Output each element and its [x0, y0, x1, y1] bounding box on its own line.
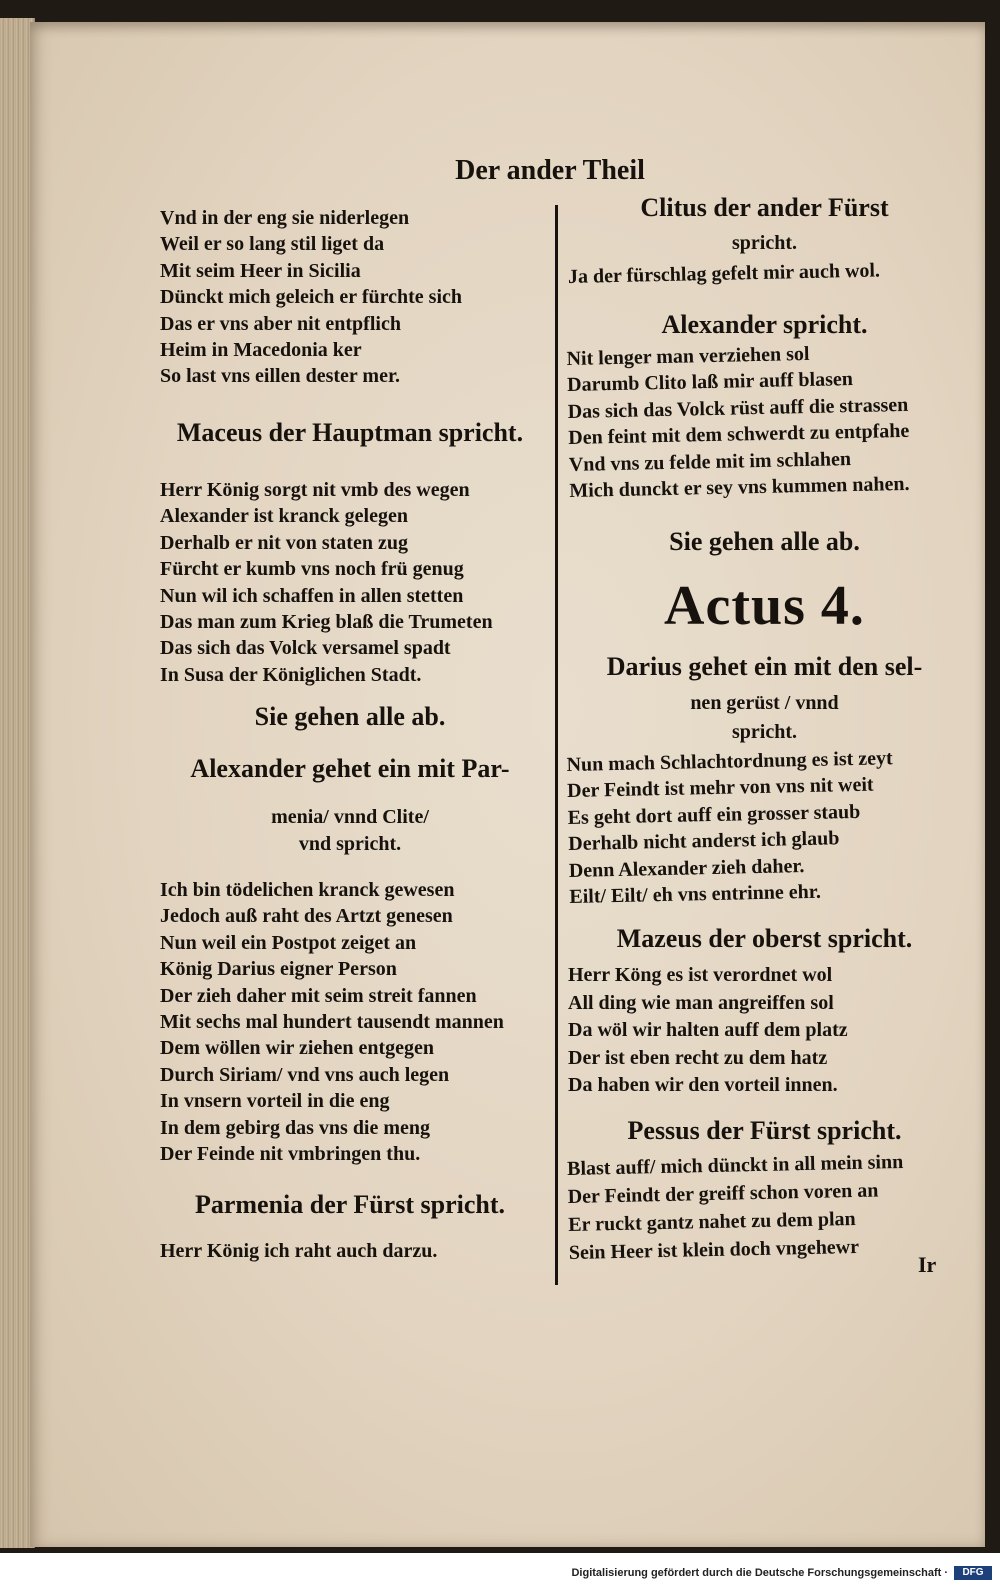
- verse-line: Das man zum Krieg blaß die Trumeten: [160, 611, 493, 634]
- stage-direction: Sie gehen alle ab.: [254, 702, 446, 731]
- verse-line: Der zieh daher mit seim streit fannen: [160, 984, 477, 1007]
- verse-line: Vnd vns zu felde mit im schlahen: [568, 447, 852, 476]
- verse-line: Darumb Clito laß mir auff blasen: [566, 368, 854, 397]
- verse-line: Alexander ist kranck gelegen: [160, 505, 408, 528]
- dfg-logo: DFG: [954, 1566, 992, 1580]
- verse-line: Herr Köng es ist verordnet wol: [568, 964, 833, 986]
- act-heading: Actus 4.: [664, 575, 865, 637]
- speaker-heading: Maceus der Hauptman spricht.: [176, 418, 524, 447]
- verse-line: Mit sechs mal hundert tausendt mannen: [160, 1011, 504, 1034]
- verse-line: Nun wil ich schaffen in allen stetten: [160, 584, 464, 607]
- verse-line: Da haben wir den vorteil innen.: [568, 1074, 838, 1096]
- verse-line: Dem wöllen wir ziehen entgegen: [160, 1037, 435, 1060]
- verse-line: Das sich das Volck rüst auff die strassen: [567, 393, 909, 423]
- verse-line: Derhalb nicht anderst ich glaub: [568, 827, 840, 856]
- verse-line: Mich dunckt er sey vns kummen nahen.: [569, 472, 910, 503]
- speaker-heading-continued: vnd spricht.: [298, 833, 402, 855]
- speaker-heading: Clitus der ander Fürst: [640, 193, 889, 222]
- verse-line: Der ist eben recht zu dem hatz: [568, 1046, 828, 1069]
- speaker-heading: Darius gehet ein mit den sel-: [606, 652, 923, 681]
- verse-block: [566, 745, 895, 910]
- verse-line: Den feint mit dem schwerdt zu entpfahe: [568, 420, 910, 450]
- verse-line: Nit lenger man verziehen sol: [566, 342, 810, 371]
- verse-line: In vnsern vorteil in die eng: [160, 1090, 390, 1113]
- verse-line: Herr König ich raht auch darzu.: [160, 1240, 438, 1262]
- stage-direction: Sie gehen alle ab.: [669, 527, 860, 556]
- verse-line: Durch Siriam/ vnd vns auch legen: [160, 1063, 450, 1086]
- verse-line: Der Feindt ist mehr von vns nit weit: [566, 773, 874, 803]
- verse-line: König Darius eigner Person: [160, 958, 397, 981]
- verse-block: [160, 1238, 437, 1264]
- funding-credit: Digitalisierung gefördert durch die Deutsche Forschungsgemeinschaft ·: [571, 1567, 948, 1579]
- column-divider: [555, 205, 558, 1285]
- verse-line: In dem gebirg das vns die meng: [160, 1116, 431, 1139]
- speaker-heading-continued: spricht.: [732, 721, 797, 743]
- verse-line: Herr König sorgt nit vmb des wegen: [160, 479, 470, 501]
- verse-line: Vnd in der eng sie niderlegen: [160, 207, 410, 229]
- running-title: Der ander Theil: [455, 155, 645, 186]
- verse-line: Eilt/ Eilt/ eh vns entrinne ehr.: [569, 880, 822, 909]
- verse-line: In Susa der Königlichen Stadt.: [160, 663, 422, 686]
- speaker-heading-continued: menia/ vnnd Clite/: [271, 806, 429, 828]
- footer-bar: [0, 1553, 1000, 1588]
- speaker-heading-continued: spricht.: [732, 232, 797, 254]
- verse-line: Denn Alexander zieh daher.: [568, 854, 805, 882]
- verse-block: [567, 1148, 905, 1267]
- speaker-heading: Parmenia der Fürst spricht.: [194, 1190, 506, 1219]
- verse-block: [160, 477, 493, 688]
- verse-line: Jedoch auß raht des Artzt genesen: [160, 905, 453, 928]
- verse-line: Er ruckt gantz nahet zu dem plan: [568, 1207, 856, 1236]
- verse-block: [160, 205, 462, 390]
- verse-line: Weil er so lang stil liget da: [160, 233, 385, 256]
- verse-line: Nun weil ein Postpot zeiget an: [160, 931, 417, 954]
- verse-line: Der Feindt der greiff schon voren an: [567, 1179, 879, 1209]
- verse-line: Ich bin tödelichen kranck gewesen: [160, 879, 455, 901]
- speaker-heading: Alexander gehet ein mit Par-: [190, 754, 510, 783]
- verse-line: Der Feinde nit vmbringen thu.: [160, 1143, 421, 1166]
- verse-block: [566, 339, 910, 505]
- speaker-heading: Mazeus der oberst spricht.: [616, 924, 913, 953]
- verse-line: Mit seim Heer in Sicilia: [160, 259, 361, 282]
- verse-line: So last vns eillen dester mer.: [160, 365, 400, 388]
- catchword: Ir: [918, 1252, 937, 1277]
- verse-line: Sein Heer ist klein doch vngehewr: [568, 1235, 860, 1264]
- verse-line: Dünckt mich geleich er fürchte sich: [160, 286, 463, 309]
- verse-line: Heim in Macedonia ker: [160, 339, 362, 362]
- speaker-heading: Pessus der Fürst spricht.: [627, 1116, 902, 1145]
- verse-line: Fürcht er kumb vns noch frü genug: [160, 558, 464, 581]
- verse-line: Das sich das Volck versamel spadt: [160, 637, 451, 660]
- verse-block: [568, 962, 848, 1100]
- verse-line: Es geht dort auff ein grosser staub: [567, 800, 861, 829]
- speaker-heading-continued: nen gerüst / vnnd: [690, 692, 839, 714]
- verse-line: Ja der fürschlag gefelt mir auch wol.: [567, 259, 881, 288]
- verse-line: Da wöl wir halten auff dem platz: [568, 1019, 848, 1041]
- verse-line: All ding wie man angreiffen sol: [568, 991, 834, 1014]
- verse-line: Nun mach Schlachtordnung es ist zeyt: [566, 747, 893, 777]
- verse-line: Das er vns aber nit entpflich: [160, 312, 401, 335]
- verse-block: [160, 877, 504, 1167]
- verse-line: Derhalb er nit von staten zug: [160, 531, 408, 554]
- verse-line: Blast auff/ mich dünckt in all mein sinn: [566, 1150, 904, 1181]
- speaker-heading: Alexander spricht.: [661, 310, 868, 339]
